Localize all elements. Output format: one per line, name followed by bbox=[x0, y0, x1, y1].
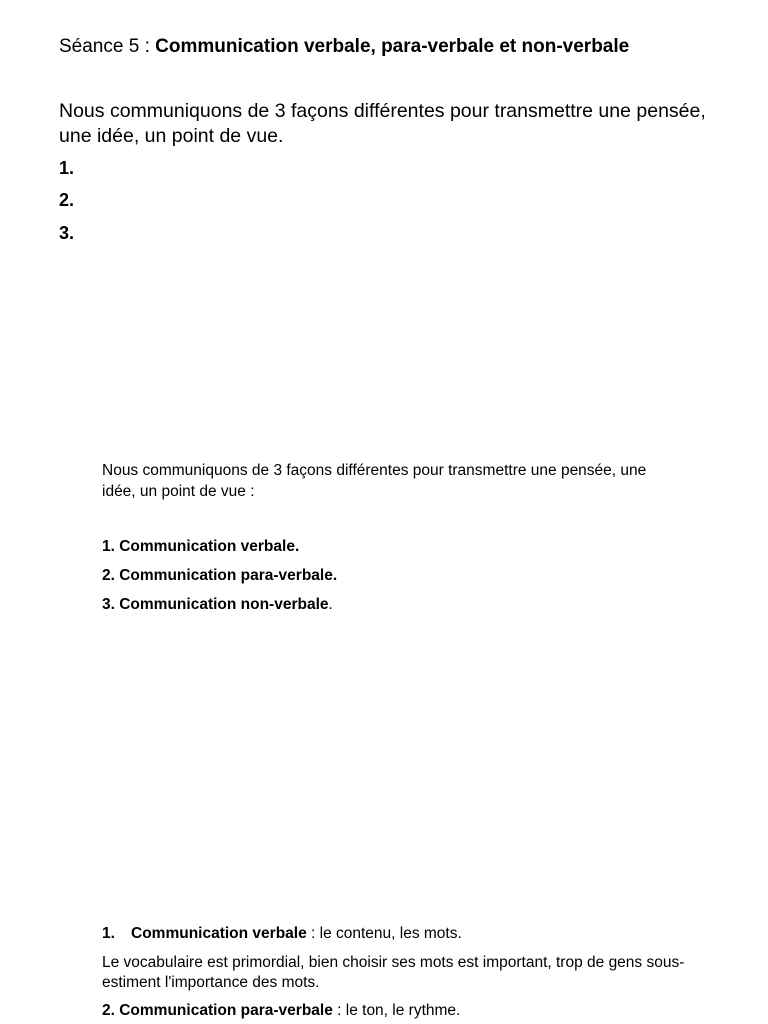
answer-item-3 bbox=[102, 596, 333, 614]
title-text: Communication verbale, para-verbale et non-verbale bbox=[155, 36, 630, 57]
answer-item-label: 3. Communication non-verbale bbox=[102, 596, 329, 613]
answer-paragraph: Nous communiquons de 3 façons différentes pour transmettre une pensée, une idée, un point de vue : bbox=[102, 462, 647, 500]
answer-item-suffix: . bbox=[328, 596, 333, 613]
list-number-1: 1. bbox=[59, 158, 75, 178]
para-verbal-label: 2. Communication para-verbale bbox=[102, 1002, 333, 1019]
para-verbal-heading bbox=[102, 1002, 460, 1020]
verbal-label: Communication verbale bbox=[131, 925, 307, 942]
page-title bbox=[59, 36, 629, 58]
list-number-3: 3. bbox=[59, 223, 75, 243]
intro-paragraph: Nous communiquons de 3 façons différentes pour transmettre une pensée, une idée, un point de vue. bbox=[59, 100, 706, 147]
verbal-paragraph: Le vocabulaire est primordial, bien choisir ses mots est important, trop de gens sous-estiment l'importance des mots. bbox=[102, 954, 685, 991]
answer-item-2 bbox=[102, 567, 337, 585]
verbal-heading bbox=[102, 925, 462, 943]
para-verbal-desc: : le ton, le rythme. bbox=[332, 1002, 461, 1019]
verbal-number: 1. bbox=[102, 925, 115, 942]
list-number-2: 2. bbox=[59, 190, 75, 210]
answer-item-1 bbox=[102, 538, 299, 556]
answer-item-label: 2. Communication para-verbale. bbox=[102, 567, 338, 584]
title-prefix: Séance 5 : bbox=[59, 36, 156, 57]
verbal-desc: : le contenu, les mots. bbox=[306, 925, 462, 942]
answer-item-label: 1. Communication verbale. bbox=[102, 538, 300, 555]
